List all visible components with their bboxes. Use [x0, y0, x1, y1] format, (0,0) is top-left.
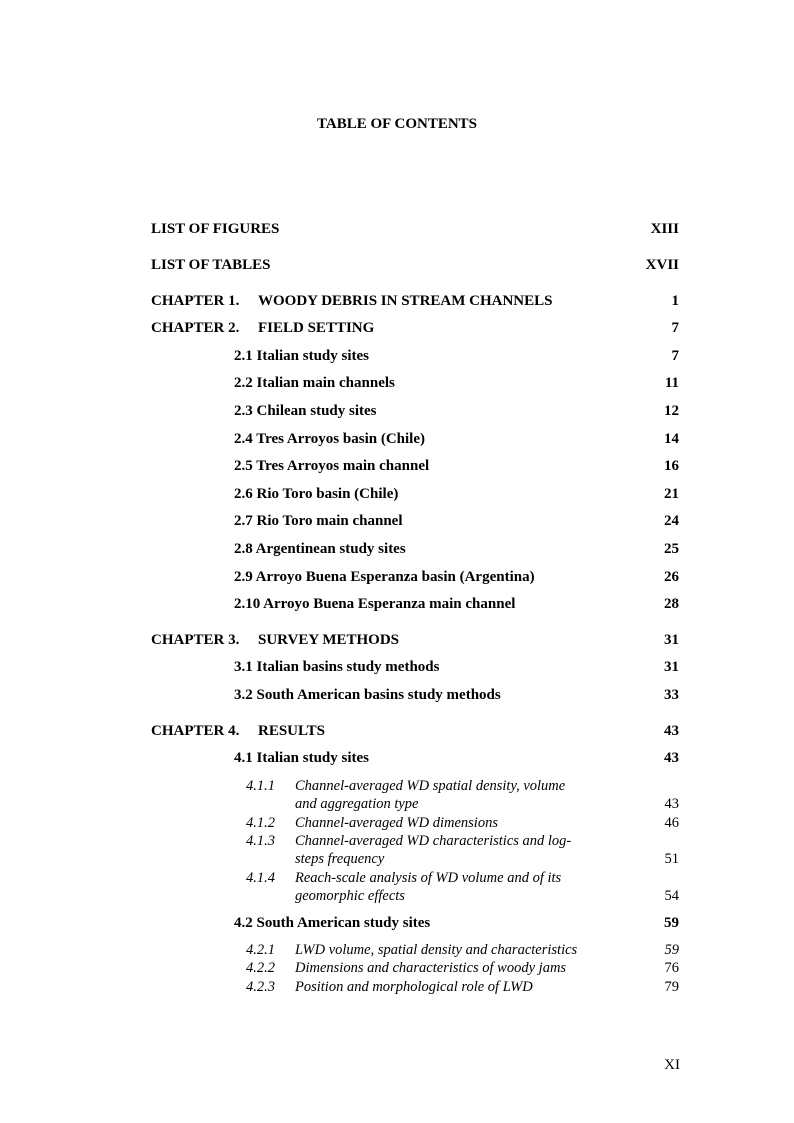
- toc-page-number: 14: [664, 431, 679, 447]
- subsection-title-cont[interactable]: and aggregation type: [295, 796, 419, 812]
- subsection-number: 4.2.2: [246, 960, 275, 976]
- toc-page-number: 16: [664, 458, 679, 474]
- section-entry[interactable]: 3.2 South American basins study methods: [234, 687, 501, 703]
- chapter-title[interactable]: SURVEY METHODS: [258, 632, 400, 648]
- subsection-title[interactable]: Channel-averaged WD dimensions: [295, 815, 498, 831]
- page-title: TABLE OF CONTENTS: [316, 116, 478, 132]
- subsection-number: 4.1.2: [246, 815, 275, 831]
- toc-page-number: 43: [664, 796, 679, 812]
- section-entry[interactable]: 2.4 Tres Arroyos basin (Chile): [234, 431, 425, 447]
- chapter-title[interactable]: WOODY DEBRIS IN STREAM CHANNELS: [258, 293, 553, 309]
- toc-page-number: 76: [664, 960, 679, 976]
- chapter-title[interactable]: FIELD SETTING: [258, 320, 375, 336]
- section-entry[interactable]: 2.3 Chilean study sites: [234, 403, 377, 419]
- subsection-number: 4.1.1: [246, 778, 275, 794]
- toc-list-of-tables[interactable]: LIST OF TABLES: [151, 257, 271, 273]
- toc-page-number: 43: [664, 723, 679, 739]
- toc-list-of-figures[interactable]: LIST OF FIGURES: [151, 221, 280, 237]
- section-entry[interactable]: 2.9 Arroyo Buena Esperanza basin (Argentina): [234, 569, 535, 585]
- subsection-number: 4.2.1: [246, 942, 275, 958]
- toc-page-number: 43: [664, 750, 679, 766]
- subsection-title[interactable]: Channel-averaged WD characteristics and log-: [295, 833, 572, 849]
- toc-page-number: 24: [664, 513, 679, 529]
- section-entry[interactable]: 4.2 South American study sites: [234, 915, 431, 931]
- toc-page-number: 31: [664, 632, 679, 648]
- chapter-number: CHAPTER 3.: [151, 632, 240, 648]
- toc-page-number: 12: [664, 403, 679, 419]
- chapter-number: CHAPTER 4.: [151, 723, 240, 739]
- toc-page-number: 54: [664, 888, 679, 904]
- toc-page-number: 46: [664, 815, 679, 831]
- toc-page-number: 7: [671, 320, 679, 336]
- section-entry[interactable]: 2.8 Argentinean study sites: [234, 541, 406, 557]
- toc-page-number: 26: [664, 569, 679, 585]
- subsection-title[interactable]: Reach-scale analysis of WD volume and of its: [295, 870, 562, 886]
- section-entry[interactable]: 2.10 Arroyo Buena Esperanza main channel: [234, 596, 516, 612]
- section-entry[interactable]: 4.1 Italian study sites: [234, 750, 370, 766]
- toc-page-number: 11: [664, 375, 679, 391]
- toc-page-number: 21: [664, 486, 679, 502]
- toc-page-number: XVII: [645, 257, 679, 273]
- toc-page-number: 79: [664, 979, 679, 995]
- section-entry[interactable]: 2.6 Rio Toro basin (Chile): [234, 486, 399, 502]
- section-entry[interactable]: 2.1 Italian study sites: [234, 348, 370, 364]
- toc-page-number: 59: [664, 915, 679, 931]
- section-entry[interactable]: 2.5 Tres Arroyos main channel: [234, 458, 430, 474]
- chapter-number: CHAPTER 1.: [151, 293, 240, 309]
- chapter-number: CHAPTER 2.: [151, 320, 240, 336]
- subsection-number: 4.1.4: [246, 870, 275, 886]
- subsection-title[interactable]: Channel-averaged WD spatial density, volume: [295, 778, 566, 794]
- toc-page-number: 33: [664, 687, 679, 703]
- chapter-title[interactable]: RESULTS: [258, 723, 325, 739]
- subsection-title-cont[interactable]: geomorphic effects: [295, 888, 405, 904]
- toc-page-number: 7: [671, 348, 679, 364]
- page-number: XI: [664, 1057, 680, 1073]
- subsection-title[interactable]: Dimensions and characteristics of woody jams: [295, 960, 567, 976]
- toc-page-number: 59: [664, 942, 679, 958]
- subsection-number: 4.2.3: [246, 979, 275, 995]
- subsection-title[interactable]: Position and morphological role of LWD: [295, 979, 533, 995]
- subsection-title[interactable]: LWD volume, spatial density and characteristics: [295, 942, 578, 958]
- toc-page-number: XIII: [650, 221, 679, 237]
- toc-page-number: 31: [664, 659, 679, 675]
- section-entry[interactable]: 2.2 Italian main channels: [234, 375, 395, 391]
- toc-page-number: 25: [664, 541, 679, 557]
- subsection-number: 4.1.3: [246, 833, 275, 849]
- toc-page-number: 1: [671, 293, 679, 309]
- section-entry[interactable]: 3.1 Italian basins study methods: [234, 659, 440, 675]
- toc-page-number: 51: [664, 851, 679, 867]
- subsection-title-cont[interactable]: steps frequency: [295, 851, 385, 867]
- section-entry[interactable]: 2.7 Rio Toro main channel: [234, 513, 403, 529]
- toc-page-number: 28: [664, 596, 679, 612]
